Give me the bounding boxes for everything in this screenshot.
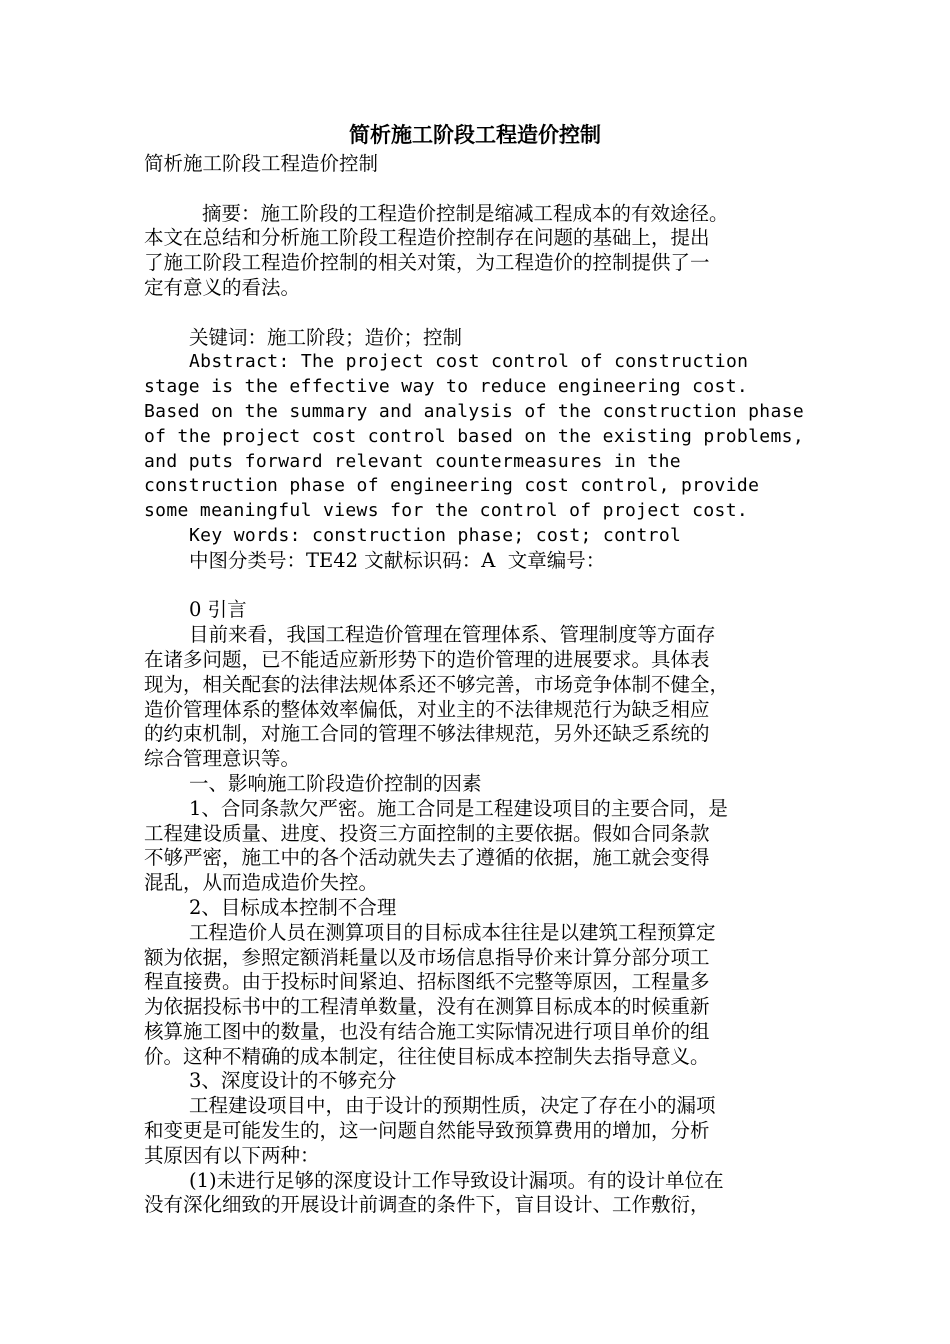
spacer [144, 574, 806, 599]
item3-sub1-paragraph [144, 1169, 806, 1219]
classification-line: 中图分类号：TE42 文献标识码：A 文章编号： [189, 548, 606, 572]
paragraph-line: 的约束机制，对施工合同的管理不够法律规范，另外还缺乏系统的 [144, 722, 710, 746]
intro-heading: 0 引言 [189, 598, 247, 622]
paragraph-line: 工程建设项目中，由于设计的预期性质，决定了存在小的漏项 [189, 1094, 716, 1118]
subsection-heading: 3、深度设计的不够充分 [189, 1069, 397, 1093]
abstract-en-line: some meaningful views for the control of project cost. [144, 500, 749, 522]
abstract-en-line: construction phase of engineering cost control, provide [144, 475, 760, 497]
paragraph-line: 造价管理体系的整体效率偏低，对业主的不法律规范行为缺乏相应 [144, 697, 710, 721]
paragraph-line: 现为，相关配套的法律法规体系还不够完善，市场竞争体制不健全， [144, 672, 730, 696]
paragraph-line: 程直接费。由于投标时间紧迫、招标图纸不完整等原因，工程量多 [144, 970, 710, 994]
paragraph-line: 1、合同条款欠严密。施工合同是工程建设项目的主要合同，是 [189, 796, 728, 820]
item3-paragraph [144, 1094, 806, 1168]
spacer [144, 177, 806, 202]
abstract-cn [144, 202, 806, 301]
abstract-cn-line: 摘要：施工阶段的工程造价控制是缩减工程成本的有效途径。 [202, 201, 729, 225]
item2-paragraph [144, 921, 806, 1070]
abstract-en-line: stage is the effective way to reduce engineering cost. [144, 376, 749, 398]
document-page [144, 118, 806, 1218]
abstract-en-line: Abstract: The project cost control of construction [189, 351, 749, 373]
paragraph-line: 其原因有以下两种： [144, 1143, 320, 1167]
paragraph-line: (1)未进行足够的深度设计工作导致设计漏项。有的设计单位在 [189, 1168, 724, 1192]
abstract-cn-line: 本文在总结和分析施工阶段工程造价控制存在问题的基础上，提出 [144, 226, 710, 250]
document-title: 简析施工阶段工程造价控制 [349, 122, 601, 147]
abstract-en-line: of the project cost control based on the existing problems, [144, 425, 805, 447]
abstract-cn-line: 定有意义的看法。 [144, 275, 301, 299]
paragraph-line: 工程建设质量、进度、投资三方面控制的主要依据。假如合同条款 [144, 821, 710, 845]
keywords-en: Key words: construction phase; cost; control [189, 524, 682, 546]
paragraph-line: 额为依据，参照定额消耗量以及市场信息指导价来计算分部分项工 [144, 945, 710, 969]
paragraph-line: 综合管理意识等。 [144, 747, 301, 771]
paragraph-line: 混乱，从而造成造价失控。 [144, 871, 379, 895]
abstract-en [144, 350, 806, 524]
item1-paragraph [144, 797, 806, 896]
document-subtitle: 简析施工阶段工程造价控制 [144, 152, 379, 175]
section-heading: 一、影响施工阶段造价控制的因素 [189, 771, 482, 795]
abstract-en-line: Based on the summary and analysis of the construction phase [144, 400, 805, 422]
abstract-en-line: and puts forward relevant countermeasures in the [144, 450, 681, 472]
keywords-cn: 关键词：施工阶段；造价；控制 [189, 325, 463, 349]
paragraph-line: 和变更是可能发生的，这一问题自然能导致预算费用的增加，分析 [144, 1119, 710, 1143]
paragraph-line: 没有深化细致的开展设计前调查的条件下，盲目设计、工作敷衍， [144, 1193, 710, 1217]
intro-paragraph [144, 623, 806, 772]
paragraph-line: 目前来看，我国工程造价管理在管理体系、管理制度等方面存 [189, 623, 716, 647]
paragraph-line: 核算施工图中的数量，也没有结合施工实际情况进行项目单价的组 [144, 1019, 710, 1043]
paragraph-line: 价。这种不精确的成本制定，往往使目标成本控制失去指导意义。 [144, 1044, 710, 1068]
abstract-cn-line: 了施工阶段工程造价控制的相关对策，为工程造价的控制提供了一 [144, 251, 710, 275]
paragraph-line: 工程造价人员在测算项目的目标成本往往是以建筑工程预算定 [189, 920, 716, 944]
paragraph-line: 不够严密，施工中的各个活动就失去了遵循的依据，施工就会变得 [144, 846, 710, 870]
spacer [144, 301, 806, 326]
paragraph-line: 在诸多问题，已不能适应新形势下的造价管理的进展要求。具体表 [144, 647, 710, 671]
subsection-heading: 2、目标成本控制不合理 [189, 895, 397, 919]
paragraph-line: 为依据投标书中的工程清单数量，没有在测算目标成本的时候重新 [144, 995, 710, 1019]
